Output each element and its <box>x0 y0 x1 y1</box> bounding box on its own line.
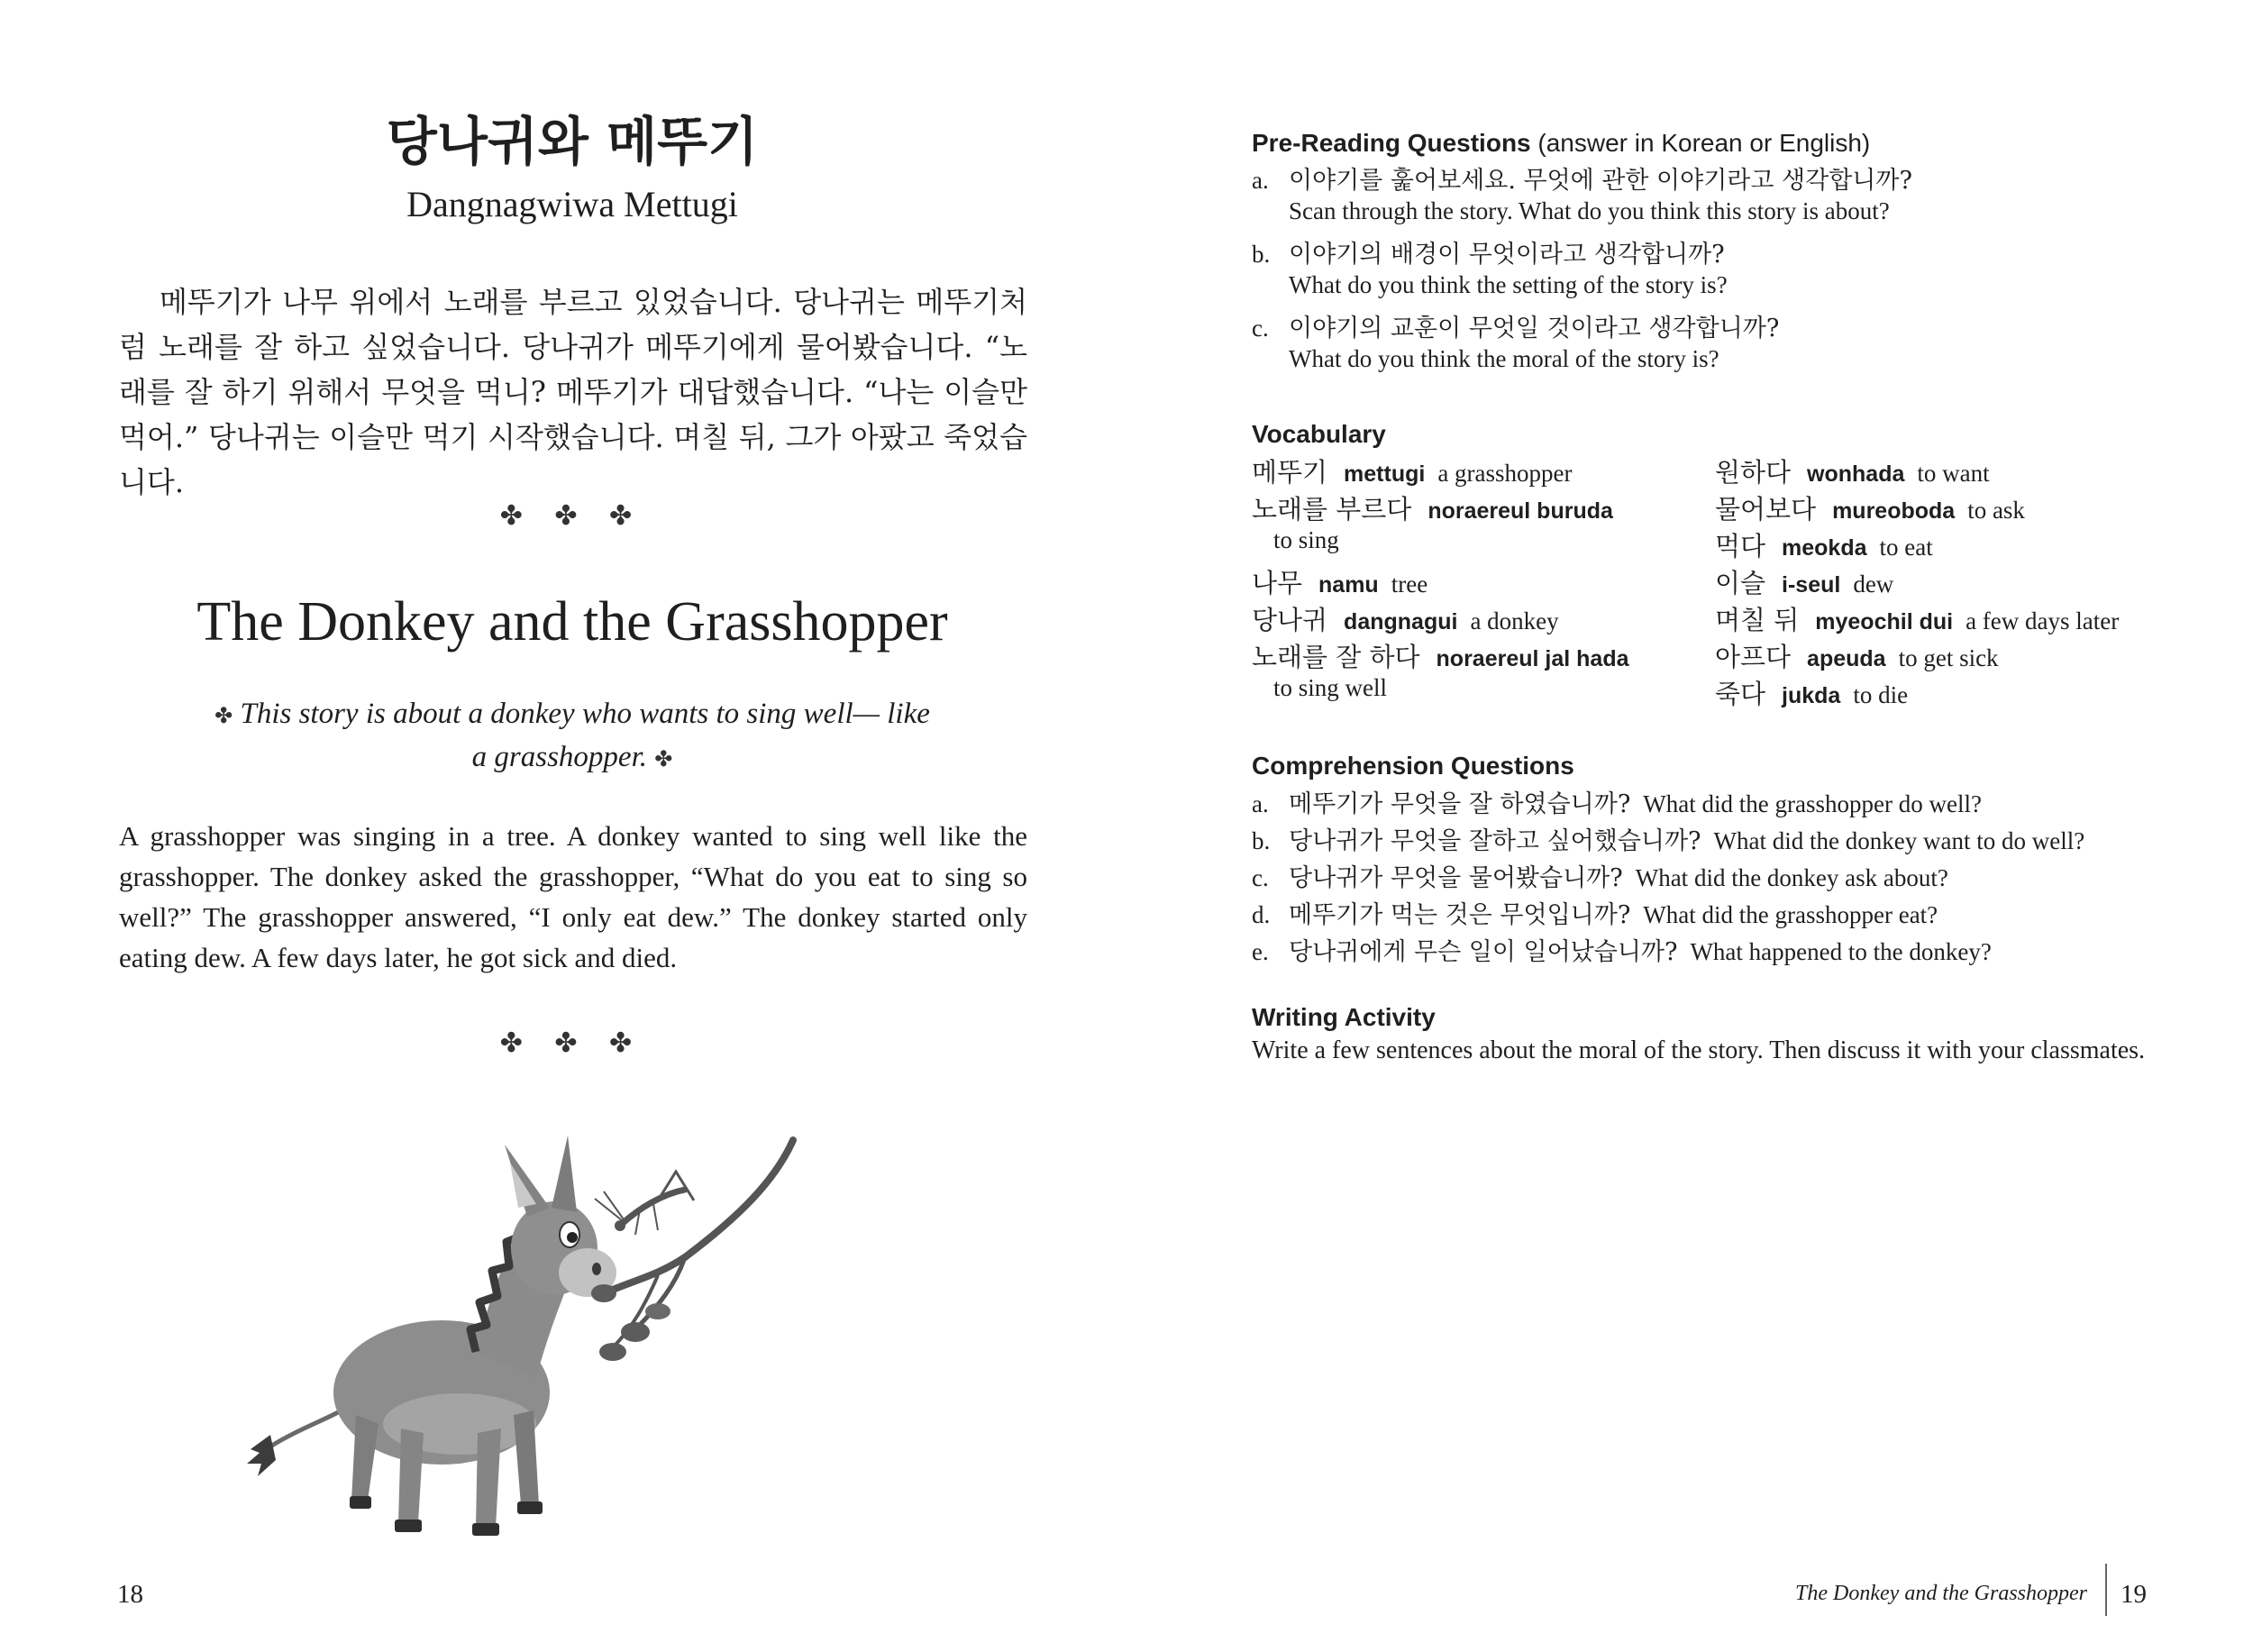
question-korean: 당나귀가 무엇을 물어봤습니까? <box>1289 864 1623 892</box>
pre-reading-question <box>1252 308 2198 345</box>
footer-divider <box>2105 1564 2107 1616</box>
vocabulary-column-left <box>1252 452 1702 711</box>
vocab-romanization: namu <box>1318 572 1379 598</box>
question-english: What do you think the setting of the story is? <box>1289 271 1728 298</box>
comprehension-question <box>1252 858 2198 895</box>
pre-reading-question <box>1252 234 2198 271</box>
writing-activity-heading: Writing Activity <box>1252 1003 1436 1031</box>
story-illustration <box>234 1127 919 1550</box>
question-english: What did the donkey ask about? <box>1635 864 1948 891</box>
pre-reading-list <box>1252 160 2198 382</box>
vocab-entry <box>1252 563 1702 600</box>
vocab-romanization: i-seul <box>1782 572 1841 598</box>
vocab-entry <box>1252 600 1702 637</box>
vocab-korean: 죽다 <box>1715 679 1766 709</box>
comprehension-question <box>1252 821 2198 858</box>
question-english: What happened to the donkey? <box>1690 938 1992 965</box>
vocab-romanization: mureoboda <box>1832 498 1956 524</box>
vocab-romanization: noraereul jal hada <box>1436 646 1629 671</box>
vocabulary-column-right <box>1715 452 2166 711</box>
question-letter: a. <box>1252 167 1269 194</box>
question-korean: 이야기를 훑어보세요. 무엇에 관한 이야기라고 생각합니까? <box>1289 167 1912 195</box>
vocab-english: a donkey <box>1470 607 1559 634</box>
question-letter: a. <box>1252 790 1269 817</box>
vocab-english: to get sick <box>1898 644 1999 671</box>
question-english: What do you think the moral of the story is? <box>1289 345 1719 372</box>
vocab-romanization: noraereul buruda <box>1427 498 1613 524</box>
question-korean: 메뚜기가 무엇을 잘 하였습니까? <box>1289 790 1631 818</box>
pre-reading-title: Pre-Reading Questions <box>1252 129 1531 157</box>
pre-reading-instructions: (answer in Korean or English) <box>1537 129 1871 157</box>
question-english: Scan through the story. What do you think this story is about? <box>1289 197 1890 224</box>
writing-activity-text: Write a few sentences about the moral of the story. Then discuss it with your classmates. <box>1252 1036 2146 1064</box>
vocab-english: to die <box>1853 681 1909 708</box>
question-letter: b. <box>1252 827 1271 854</box>
vocab-entry <box>1715 526 2166 563</box>
summary-text: This story is about a donkey who wants to sing well— like a grasshopper. <box>240 698 930 773</box>
vocab-romanization: myeochil dui <box>1815 609 1954 634</box>
vocab-entry <box>1715 489 2166 526</box>
vocab-english: to eat <box>1879 534 1933 561</box>
comprehension-question <box>1252 895 2198 932</box>
question-english: What did the grasshopper do well? <box>1643 790 1982 817</box>
question-korean: 이야기의 교훈이 무엇일 것이라고 생각합니까? <box>1289 315 1780 342</box>
vocabulary-heading: Vocabulary <box>1252 420 1386 448</box>
vocab-korean: 메뚜기 <box>1252 457 1328 488</box>
vocab-romanization: dangnagui <box>1344 609 1458 634</box>
vocab-romanization: wonhada <box>1807 461 1905 487</box>
vocab-korean: 노래를 부르다 <box>1252 494 1412 525</box>
english-story: A grasshopper was singing in a tree. A donkey wanted to sing well like the grasshopper. The donkey asked the grasshopper, “What do you eat to sing so well?” The grasshopper answered, “I only eat dew.” The donkey started only eating dew. A few days later, he got sick and died. <box>119 820 1027 973</box>
vocab-entry <box>1715 452 2166 489</box>
vocab-english-continuation: to sing <box>1273 526 1339 553</box>
question-letter: d. <box>1252 901 1271 928</box>
vocab-korean: 나무 <box>1252 568 1303 598</box>
vocab-entry <box>1252 637 1702 674</box>
korean-title: 당나귀와 메뚜기 <box>386 111 759 172</box>
romanized-title: Dangnagwiwa Mettugi <box>406 184 738 224</box>
question-korean: 당나귀가 무엇을 잘하고 싶어했습니까? <box>1289 827 1701 855</box>
vocab-english: a grasshopper <box>1437 460 1573 487</box>
question-english: What did the grasshopper eat? <box>1643 901 1938 928</box>
vocab-entry <box>1715 563 2166 600</box>
vocab-english: dew <box>1853 570 1894 598</box>
section-ornament: ✤ ✤ ✤ <box>499 501 645 531</box>
vocab-romanization: apeuda <box>1807 646 1886 671</box>
vocab-entry <box>1715 674 2166 711</box>
comprehension-question <box>1252 784 2198 821</box>
question-korean: 메뚜기가 먹는 것은 무엇입니까? <box>1289 901 1631 929</box>
comprehension-question <box>1252 932 2198 969</box>
vocab-romanization: jukda <box>1782 683 1841 708</box>
question-letter: c. <box>1252 315 1269 342</box>
question-letter: c. <box>1252 864 1269 891</box>
pre-reading-question <box>1252 160 2198 197</box>
vocab-korean: 이슬 <box>1715 568 1766 598</box>
vocab-korean: 아프다 <box>1715 642 1792 672</box>
vocab-romanization: mettugi <box>1344 461 1426 487</box>
vocab-entry <box>1715 600 2166 637</box>
vocab-english: to ask <box>1967 497 2025 524</box>
ornament-icon: ✤ <box>214 705 233 728</box>
vocab-korean: 원하다 <box>1715 457 1792 488</box>
story-summary <box>207 694 937 780</box>
question-letter: e. <box>1252 938 1269 965</box>
pre-reading-heading <box>1252 129 1870 158</box>
vocab-korean: 며칠 뒤 <box>1715 605 1800 635</box>
vocab-english: tree <box>1391 570 1428 598</box>
question-korean: 이야기의 배경이 무엇이라고 생각합니까? <box>1289 241 1725 269</box>
vocab-entry <box>1715 637 2166 674</box>
section-ornament: ✤ ✤ ✤ <box>499 1028 645 1058</box>
comprehension-heading: Comprehension Questions <box>1252 752 1574 780</box>
question-english: What did the donkey want to do well? <box>1713 827 2085 854</box>
vocab-entry <box>1252 489 1702 526</box>
ornament-icon: ✤ <box>654 748 673 771</box>
grasshopper-on-branch-illustration <box>591 1140 793 1361</box>
english-title: The Donkey and the Grasshopper <box>196 591 948 653</box>
donkey-illustration <box>247 1136 616 1536</box>
vocab-korean: 먹다 <box>1715 531 1766 561</box>
vocab-korean: 당나귀 <box>1252 605 1328 635</box>
question-korean: 당나귀에게 무슨 일이 일어났습니까? <box>1289 938 1678 966</box>
vocab-korean: 물어보다 <box>1715 494 1817 525</box>
vocab-korean: 노래를 잘 하다 <box>1252 642 1420 672</box>
page-number-left: 18 <box>117 1580 143 1609</box>
comprehension-list <box>1252 784 2198 969</box>
korean-story: 메뚜기가 나무 위에서 노래를 부르고 있었습니다. 당나귀는 메뚜기처럼 노래를 잘 하고 싶었습니다. 당나귀가 메뚜기에게 물어봤습니다. “노래를 잘 하기 위해서 무엇을 먹니? 메뚜기가 대답했습니다. “나는 이슬만 먹어.” 당나귀는 이슬만 먹기 시작했습니다. 며칠 뒤, 그가 아팠고 죽었습니다. <box>119 285 1027 499</box>
page-number-right: 19 <box>2121 1580 2147 1609</box>
vocab-english-continuation: to sing well <box>1273 674 1387 701</box>
vocab-entry <box>1252 452 1702 489</box>
vocab-romanization: meokda <box>1782 535 1867 561</box>
vocab-english: a few days later <box>1966 607 2120 634</box>
vocab-english: to want <box>1917 460 1990 487</box>
running-head: The Donkey and the Grasshopper <box>1795 1582 2087 1605</box>
question-letter: b. <box>1252 241 1271 268</box>
